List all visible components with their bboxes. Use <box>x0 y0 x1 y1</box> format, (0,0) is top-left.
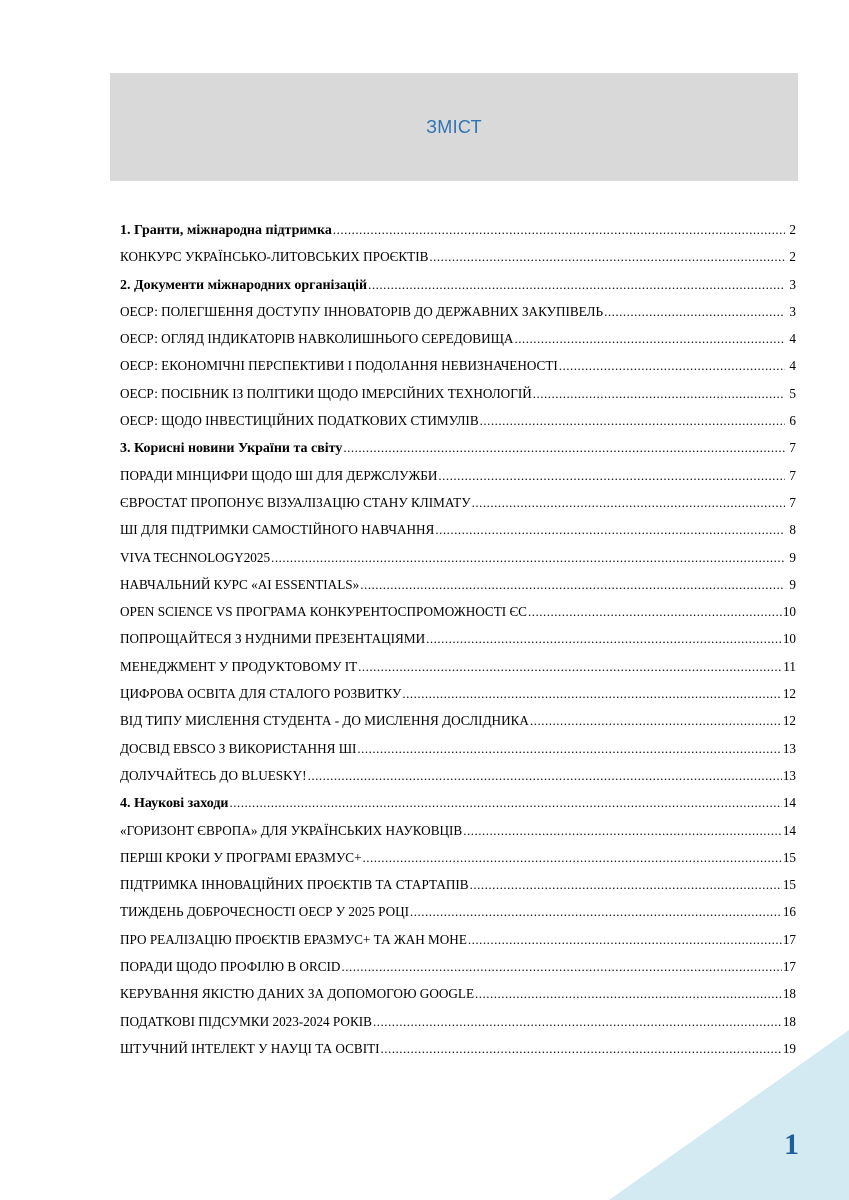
page-title: ЗМІСТ <box>426 116 482 137</box>
toc-entry-page: 7 <box>789 440 796 456</box>
toc-dot-leader <box>604 304 785 320</box>
toc-entry-title: ДОЛУЧАЙТЕСЬ ДО BLUESKY! <box>120 767 307 783</box>
toc-entry[interactable] <box>120 249 796 276</box>
toc-entry-title: 1. Гранти, міжнародна підтримка <box>120 223 332 238</box>
toc-entry-page: 8 <box>789 522 796 538</box>
toc-dot-leader <box>402 686 781 702</box>
toc-entry-title: ШІ ДЛЯ ПІДТРИМКИ САМОСТІЙНОГО НАВЧАННЯ <box>120 522 435 538</box>
toc-section-entry[interactable] <box>120 795 796 822</box>
toc-entry-title: ПОДАТКОВІ ПІДСУМКИ 2023-2024 РОКІВ <box>120 1013 372 1029</box>
toc-entry-title: ОЕСР: ПОЛЕГШЕННЯ ДОСТУПУ ІННОВАТОРІВ ДО ДЕРЖАВНИХ ЗАКУПІВЕЛЬ <box>120 303 604 319</box>
toc-entry-title: «ГОРИЗОНТ ЄВРОПА» ДЛЯ УКРАЇНСЬКИХ НАУКОВЦІВ <box>120 822 463 838</box>
toc-entry-title: ПЕРШІ КРОКИ У ПРОГРАМІ ЕРАЗМУС+ <box>120 849 362 865</box>
toc-entry[interactable] <box>120 358 796 385</box>
toc-section-entry[interactable] <box>120 222 796 249</box>
toc-entry[interactable] <box>120 932 796 959</box>
toc-entry-page: 4 <box>789 331 796 347</box>
toc-entry-title: ОЕСР: ЩОДО ІНВЕСТИЦІЙНИХ ПОДАТКОВИХ СТИМУЛІВ <box>120 413 479 429</box>
toc-entry[interactable] <box>120 304 796 331</box>
toc-dot-leader <box>343 440 785 456</box>
toc-entry[interactable] <box>120 904 796 931</box>
toc-entry-page: 16 <box>782 904 796 920</box>
toc-entry[interactable] <box>120 495 796 522</box>
toc-entry-page: 14 <box>782 795 796 811</box>
toc-entry-title: ЄВРОСТАТ ПРОПОНУЄ ВІЗУАЛІЗАЦІЮ СТАНУ КЛІМАТУ <box>120 494 471 510</box>
toc-entry[interactable] <box>120 741 796 768</box>
toc-entry-page: 15 <box>782 849 796 865</box>
toc-dot-leader <box>426 631 782 647</box>
toc-entry-title: ВІД ТИПУ МИСЛЕННЯ СТУДЕНТА - ДО МИСЛЕННЯ ДОСЛІДНИКА <box>120 713 529 729</box>
toc-entry[interactable] <box>120 1014 796 1041</box>
toc-entry-page: 6 <box>789 413 796 429</box>
toc-entry-page: 10 <box>782 631 796 647</box>
toc-dot-leader <box>429 249 785 265</box>
toc-entry-page: 12 <box>782 686 796 702</box>
toc-entry-title: 4. Наукові заходи <box>120 796 229 812</box>
toc-entry-page: 5 <box>789 385 796 401</box>
toc-entry-title: OPEN SCIENCE VS ПРОГРАМА КОНКУРЕНТОСПРОМОЖНОСТІ ЄС <box>120 604 527 620</box>
toc-dot-leader <box>271 550 785 566</box>
toc-entry-title: VIVA TECHNOLOGY2025 <box>120 549 271 565</box>
toc-entry-title: ШТУЧНИЙ ІНТЕЛЕКТ У НАУЦІ ТА ОСВІТІ <box>120 1040 380 1056</box>
toc-entry-page: 13 <box>782 767 796 783</box>
toc-entry-page: 2 <box>789 222 796 237</box>
toc-entry-page: 9 <box>789 576 796 592</box>
table-of-contents <box>120 222 796 1068</box>
toc-entry-title: ПІДТРИМКА ІННОВАЦІЙНИХ ПРОЄКТІВ ТА СТАРТАПІВ <box>120 877 469 893</box>
toc-entry-page: 14 <box>782 822 796 838</box>
toc-entry-page: 17 <box>782 959 796 975</box>
toc-entry[interactable] <box>120 877 796 904</box>
toc-entry-title: ОЕСР: ПОСІБНИК ІЗ ПОЛІТИКИ ЩОДО ІМЕРСІЙНИХ ТЕХНОЛОГІЙ <box>120 385 532 401</box>
toc-dot-leader <box>333 222 785 238</box>
toc-entry-title: ОЕСР: ОГЛЯД ІНДИКАТОРІВ НАВКОЛИШНЬОГО СЕРЕДОВИЩА <box>120 331 514 347</box>
toc-dot-leader <box>470 877 782 893</box>
toc-dot-leader <box>373 1014 782 1030</box>
toc-entry-title: ПРО РЕАЛІЗАЦІЮ ПРОЄКТІВ ЕРАЗМУС+ ТА ЖАН МОНЕ <box>120 931 467 947</box>
toc-entry-title: КЕРУВАННЯ ЯКІСТЮ ДАНИХ ЗА ДОПОМОГОЮ GOOGLE <box>120 986 475 1002</box>
toc-dot-leader <box>468 932 782 948</box>
toc-dot-leader <box>357 741 781 757</box>
toc-dot-leader <box>475 986 782 1002</box>
toc-dot-leader <box>308 768 782 784</box>
toc-dot-leader <box>381 1041 782 1057</box>
toc-entry[interactable] <box>120 604 796 631</box>
toc-entry-page: 11 <box>783 658 796 674</box>
toc-dot-leader <box>363 850 782 866</box>
toc-entry-title: ПОРАДИ МІНЦИФРИ ЩОДО ШІ ДЛЯ ДЕРЖСЛУЖБИ <box>120 467 438 483</box>
toc-dot-leader <box>530 713 782 729</box>
toc-entry[interactable] <box>120 468 796 495</box>
toc-dot-leader <box>230 795 782 811</box>
toc-entry-title: ДОСВІД EBSCO З ВИКОРИСТАННЯ ШІ <box>120 740 357 756</box>
toc-dot-leader <box>528 604 782 620</box>
toc-dot-leader <box>463 823 782 839</box>
toc-entry-page: 3 <box>789 276 796 292</box>
toc-dot-leader <box>472 495 785 511</box>
toc-entry[interactable] <box>120 713 796 740</box>
toc-dot-leader <box>368 277 785 293</box>
toc-dot-leader <box>360 577 785 593</box>
toc-entry-page: 18 <box>782 1013 796 1029</box>
toc-entry-page: 18 <box>782 986 796 1002</box>
toc-entry[interactable] <box>120 550 796 577</box>
toc-entry[interactable] <box>120 1041 796 1068</box>
toc-entry[interactable] <box>120 631 796 658</box>
toc-dot-leader <box>341 959 781 975</box>
toc-entry[interactable] <box>120 659 796 686</box>
toc-entry[interactable] <box>120 986 796 1013</box>
toc-entry-page: 7 <box>789 494 796 510</box>
toc-entry-page: 17 <box>782 931 796 947</box>
toc-entry[interactable] <box>120 850 796 877</box>
toc-entry-page: 2 <box>789 249 796 265</box>
toc-entry-page: 9 <box>789 549 796 565</box>
toc-dot-leader <box>438 468 785 484</box>
toc-entry[interactable] <box>120 522 796 549</box>
toc-dot-leader <box>358 659 782 675</box>
toc-header <box>110 73 798 181</box>
toc-entry-title: 3. Корисні новини України та світу <box>120 441 343 457</box>
toc-dot-leader <box>435 522 785 538</box>
toc-dot-leader <box>533 386 785 402</box>
toc-entry-page: 10 <box>782 604 796 620</box>
toc-dot-leader <box>514 331 785 347</box>
toc-dot-leader <box>480 413 785 429</box>
toc-dot-leader <box>559 358 785 374</box>
toc-entry-title: ПОРАДИ ЩОДО ПРОФІЛЮ В ORCID <box>120 959 341 975</box>
toc-section-entry[interactable] <box>120 277 796 304</box>
toc-entry-title: НАВЧАЛЬНИЙ КУРС «AI ESSENTIALS» <box>120 576 360 592</box>
toc-entry-page: 7 <box>789 467 796 483</box>
toc-entry-page: 19 <box>782 1040 796 1056</box>
toc-entry[interactable] <box>120 413 796 440</box>
page-number: 1 <box>784 1128 799 1161</box>
toc-entry-title: ЦИФРОВА ОСВІТА ДЛЯ СТАЛОГО РОЗВИТКУ <box>120 686 402 702</box>
toc-entry-title: 2. Документи міжнародних організацій <box>120 277 368 293</box>
toc-entry-title: ОЕСР: ЕКОНОМІЧНІ ПЕРСПЕКТИВИ І ПОДОЛАННЯ НЕВИЗНАЧЕНОСТІ <box>120 358 558 374</box>
toc-entry[interactable] <box>120 577 796 604</box>
toc-entry[interactable] <box>120 686 796 713</box>
toc-entry-page: 3 <box>789 303 796 319</box>
toc-entry-title: ТИЖДЕНЬ ДОБРОЧЕСНОСТІ ОЕСР У 2025 РОЦІ <box>120 904 410 920</box>
toc-entry[interactable] <box>120 386 796 413</box>
toc-entry-page: 12 <box>782 713 796 729</box>
toc-entry-title: МЕНЕДЖМЕНТ У ПРОДУКТОВОМУ IT <box>120 658 358 674</box>
toc-section-entry[interactable] <box>120 440 796 467</box>
toc-entry-title: ПОПРОЩАЙТЕСЯ З НУДНИМИ ПРЕЗЕНТАЦІЯМИ <box>120 631 426 647</box>
toc-entry-page: 15 <box>782 877 796 893</box>
toc-entry-page: 13 <box>782 740 796 756</box>
toc-entry[interactable] <box>120 823 796 850</box>
toc-entry[interactable] <box>120 768 796 795</box>
toc-dot-leader <box>410 904 782 920</box>
toc-entry[interactable] <box>120 331 796 358</box>
toc-entry-title: КОНКУРС УКРАЇНСЬКО-ЛИТОВСЬКИХ ПРОЄКТІВ <box>120 249 429 265</box>
toc-entry-page: 4 <box>789 358 796 374</box>
toc-entry[interactable] <box>120 959 796 986</box>
